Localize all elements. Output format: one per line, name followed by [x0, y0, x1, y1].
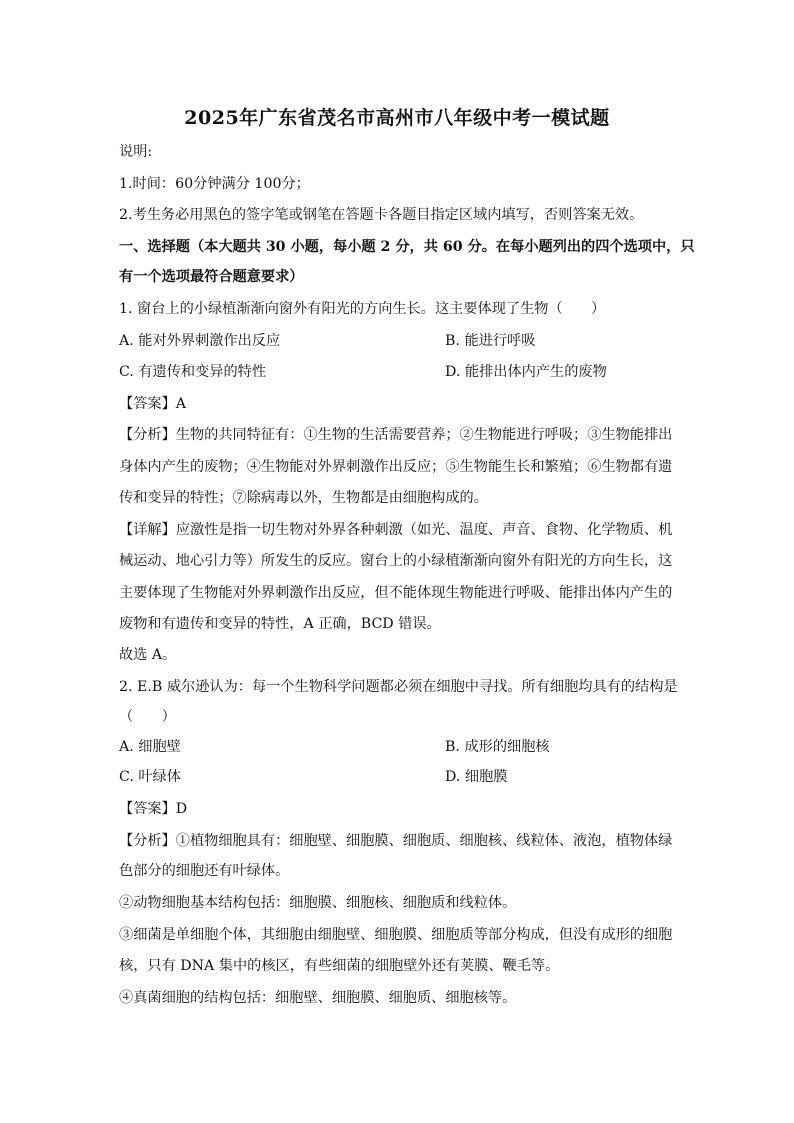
q1-option-a: A. 能对外界刺激作出反应 — [119, 333, 281, 349]
q2-analysis-line-5: 核，只有 DNA 集中的核区，有些细菌的细胞壁外还有荚膜、鞭毛等。 — [119, 958, 560, 974]
q1-detail-line-3: 主要体现了生物能对外界刺激作出反应，但不能体现生物能进行呼吸、能排出体内产生的 — [119, 585, 673, 601]
q2-option-d: D. 细胞膜 — [445, 769, 508, 785]
q2-option-c: C. 叶绿体 — [119, 769, 181, 785]
q1-detail-line-1: 【详解】应激性是指一切生物对外界各种刺激（如光、温度、声音、食物、化学物质、机 — [119, 522, 673, 538]
q1-stem: 1. 窗台上的小绿植渐渐向窗外有阳光的方向生长。这主要体现了生物（ ） — [119, 301, 606, 317]
q1-analysis-line-1: 【分析】生物的共同特征有：①生物的生活需要营养；②生物能进行呼吸；③生物能排出 — [119, 427, 673, 443]
q1-detail-line-2: 械运动、地心引力等）所发生的反应。窗台上的小绿植渐渐向窗外有阳光的方向生长，这 — [119, 553, 673, 569]
q1-detail-line-4: 废物和有遗传和变异的特性，A 正确，BCD 错误。 — [119, 616, 441, 632]
q2-option-b: B. 成形的细胞核 — [445, 739, 550, 755]
q2-stem-line-1: 2. E.B 威尔逊认为：每一个生物科学问题都必须在细胞中寻找。所有细胞均具有的结构是 — [119, 679, 678, 695]
q1-analysis-line-2: 身体内产生的废物；④生物能对外界刺激作出反应；⑤生物能生长和繁殖；⑥生物都有遗 — [119, 459, 673, 475]
q2-analysis-line-3: ②动物细胞基本结构包括：细胞膜、细胞核、细胞质和线粒体。 — [119, 895, 517, 911]
q1-option-d: D. 能排出体内产生的废物 — [445, 364, 607, 380]
q2-analysis-line-6: ④真菌细胞的结构包括：细胞壁、细胞膜、细胞质、细胞核等。 — [119, 990, 517, 1006]
q1-option-b: B. 能进行呼吸 — [445, 333, 536, 349]
q1-option-c: C. 有遗传和变异的特性 — [119, 364, 267, 380]
q2-answer: 【答案】D — [119, 801, 188, 817]
q2-stem-line-2: （ ） — [119, 709, 176, 725]
section-heading-line-2: 有一个选项最符合题意要求） — [119, 269, 304, 285]
q1-answer: 【答案】A — [119, 396, 186, 412]
q1-analysis-line-3: 传和变异的特性；⑦除病毒以外，生物都是由细胞构成的。 — [119, 490, 488, 506]
section-heading-line-1: 一、选择题（本大题共 30 小题，每小题 2 分，共 60 分。在每小题列出的四个选项中，只 — [119, 239, 695, 255]
q1-conclusion: 故选 A。 — [119, 647, 177, 663]
q2-option-a: A. 细胞壁 — [119, 739, 181, 755]
notes-heading: 说明: — [119, 144, 153, 160]
note-2: 2.考生务必用黑色的签字笔或钢笔在答题卡各题目指定区域内填写，否则答案无效。 — [119, 207, 644, 223]
q2-analysis-line-1: 【分析】①植物细胞具有：细胞壁、细胞膜、细胞质、细胞核、线粒体、液泡，植物体绿 — [119, 833, 673, 849]
q2-analysis-line-2: 色部分的细胞还有叶绿体。 — [119, 863, 290, 879]
note-1: 1.时间：60分钟满分 100分； — [119, 176, 310, 192]
page-title: 2025年广东省茂名市高州市八年级中考一模试题 — [184, 107, 610, 129]
q2-analysis-line-4: ③细菌是单细胞个体，其细胞由细胞壁、细胞膜、细胞质等部分构成，但没有成形的细胞 — [119, 927, 673, 943]
